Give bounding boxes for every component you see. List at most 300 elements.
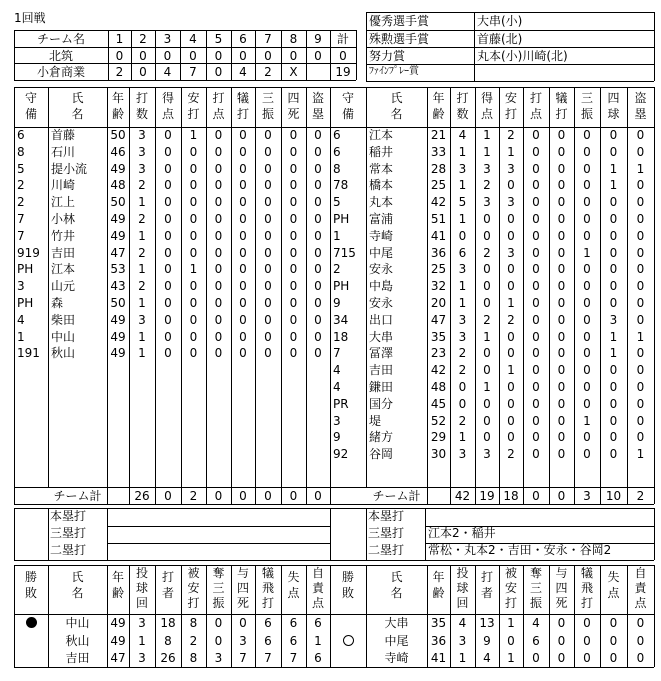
pitching-cell-left: 6 xyxy=(289,616,298,630)
win-mark-icon xyxy=(26,617,37,628)
pitching-cell-right: 6 xyxy=(532,633,540,648)
batting-cell-right: 2 xyxy=(507,312,515,327)
batting-cell-right: 0 xyxy=(507,228,515,243)
extra-hit-label-left: 二塁打 xyxy=(50,543,87,557)
batting-header-left: 名 xyxy=(71,107,84,121)
batting-cell-right: 0 xyxy=(483,212,491,226)
linescore-score: 0 xyxy=(189,49,197,63)
batting-header-right: 点 xyxy=(529,107,542,121)
pitcher-name-right: 寺崎 xyxy=(384,651,409,665)
batting-cell-right: 3 xyxy=(609,312,618,327)
batting-cell-right: 0 xyxy=(583,195,591,210)
batting-cell-left: 0 xyxy=(264,312,272,327)
batting-cell-left: 0 xyxy=(289,312,298,327)
batting-cell-right: 4 xyxy=(458,128,467,142)
pitching-cell-right: 0 xyxy=(609,633,618,648)
rule xyxy=(14,63,356,64)
batting-cell-left: 0 xyxy=(289,128,298,142)
batting-cell-right: 1 xyxy=(458,212,467,226)
linescore-score: 0 xyxy=(163,49,172,63)
pitcher-name-left: 中山 xyxy=(65,616,90,630)
linescore-score: 0 xyxy=(214,65,223,79)
batting-cell-left: 秋山 xyxy=(51,346,76,361)
pitching-header-right: 名 xyxy=(390,586,403,600)
batting-cell-right: 谷岡 xyxy=(369,447,394,462)
team-total-right: 2 xyxy=(636,489,645,503)
batting-cell-right: 92 xyxy=(333,447,349,462)
batting-cell-left: 0 xyxy=(264,228,272,243)
team-total-right: 0 xyxy=(557,489,566,503)
rule xyxy=(366,47,654,48)
batting-cell-left: 3 xyxy=(138,144,146,159)
batting-cell-left: 191 xyxy=(17,346,40,361)
batting-cell-left: 0 xyxy=(314,312,322,327)
batting-cell-left: 0 xyxy=(214,262,223,277)
linescore-inning-8: 8 xyxy=(289,32,298,46)
pitching-header-left: 点 xyxy=(287,586,300,600)
pitching-cell-left: 2 xyxy=(189,633,198,648)
pitching-cell-left: 0 xyxy=(239,616,247,630)
rule xyxy=(574,487,575,504)
batting-header-left: 点 xyxy=(161,107,174,121)
batting-cell-left: 0 xyxy=(264,245,272,260)
batting-cell-right: 1 xyxy=(609,161,618,176)
rule xyxy=(654,12,655,81)
batting-cell-right: 寺崎 xyxy=(369,228,394,243)
batting-cell-right: 1 xyxy=(458,279,467,294)
pitching-header-right: 回 xyxy=(456,596,469,610)
batting-cell-right: 1 xyxy=(507,296,515,310)
pitching-header-left: 責 xyxy=(311,581,324,595)
pitching-cell-left: 8 xyxy=(164,633,172,648)
batting-cell-left: 0 xyxy=(289,245,298,260)
batting-cell-right: 78 xyxy=(333,178,349,193)
batting-cell-right: 0 xyxy=(483,296,491,310)
linescore-score: 4 xyxy=(163,65,172,79)
pitching-header-left: 死 xyxy=(236,596,249,610)
batting-cell-right: 橋本 xyxy=(369,178,394,193)
pitching-header-right: 安 xyxy=(504,581,517,595)
batting-header-right: 打 xyxy=(529,91,542,105)
pitching-header-left: 四 xyxy=(236,581,249,595)
pitching-cell-right: 13 xyxy=(479,616,495,630)
pitching-header-right: 打 xyxy=(480,570,493,584)
batting-cell-right: 堤 xyxy=(369,413,382,428)
batting-cell-left: 森 xyxy=(51,296,64,310)
batting-cell-left: 5 xyxy=(17,161,25,176)
batting-cell-left: 0 xyxy=(264,262,272,277)
batting-header-left: 数 xyxy=(135,107,148,121)
pitching-cell-right: 1 xyxy=(507,651,515,665)
pitching-header-left: 打 xyxy=(161,570,174,584)
rule xyxy=(14,667,654,668)
batting-cell-left: 0 xyxy=(239,161,247,176)
batting-cell-left: 0 xyxy=(214,312,223,327)
batting-cell-left: 0 xyxy=(189,312,198,327)
linescore-score: 0 xyxy=(289,49,298,63)
batting-cell-right: 稲井 xyxy=(369,144,394,159)
batting-cell-right: 51 xyxy=(430,212,447,226)
batting-cell-left: 919 xyxy=(17,245,40,260)
batting-cell-left: 0 xyxy=(239,329,247,344)
pitching-cell-left: 6 xyxy=(264,633,272,648)
batting-cell-left: 0 xyxy=(239,245,247,260)
rule xyxy=(255,487,256,504)
batting-cell-right: 3 xyxy=(483,161,491,176)
batting-cell-left: 49 xyxy=(110,312,126,327)
batting-cell-left: 0 xyxy=(189,195,198,210)
award-label: 優秀選手賞 xyxy=(369,14,430,28)
batting-cell-right: 8 xyxy=(333,161,341,176)
pitching-header-left: 名 xyxy=(71,586,84,600)
batting-cell-left: 0 xyxy=(289,296,298,310)
pitching-header-left: 点 xyxy=(311,596,324,610)
team-total-right: 42 xyxy=(454,489,471,503)
batting-cell-right: 0 xyxy=(532,262,540,277)
batting-cell-right: 0 xyxy=(532,329,540,344)
pitching-cell-right: 0 xyxy=(583,651,591,665)
batting-cell-right: 0 xyxy=(609,144,618,159)
batting-cell-right: 0 xyxy=(557,363,566,378)
batting-cell-right: 吉田 xyxy=(369,363,394,378)
batting-cell-right: 0 xyxy=(458,380,467,394)
batting-header-right: 打 xyxy=(456,91,469,105)
batting-cell-right: 0 xyxy=(507,413,515,428)
pitching-header-right: 投 xyxy=(456,566,469,580)
batting-cell-right: 25 xyxy=(430,262,447,277)
batting-cell-right: 1 xyxy=(636,329,645,344)
batting-cell-right: 0 xyxy=(557,245,566,260)
batting-cell-left: 0 xyxy=(239,212,247,226)
linescore-header-total: 計 xyxy=(336,32,349,46)
batting-cell-left: 0 xyxy=(164,195,172,210)
batting-cell-left: 48 xyxy=(110,178,126,193)
pitching-header-left: 齢 xyxy=(111,586,124,600)
pitching-cell-left: 18 xyxy=(160,616,176,630)
pitching-header-left: 敗 xyxy=(24,586,37,600)
pitching-header-left: 球 xyxy=(135,581,148,595)
batting-cell-left: 0 xyxy=(214,245,223,260)
linescore-total: 0 xyxy=(339,49,347,63)
pitching-cell-right: 0 xyxy=(636,616,645,630)
rule xyxy=(155,487,156,504)
pitching-cell-left: 0 xyxy=(214,633,223,648)
batting-cell-left: 2 xyxy=(138,279,146,294)
batting-cell-right: 富浦 xyxy=(369,212,394,226)
pitching-header-left: 飛 xyxy=(261,581,274,595)
batting-cell-right: 47 xyxy=(430,312,447,327)
batting-cell-right: 5 xyxy=(333,195,341,210)
linescore-inning-9: 9 xyxy=(314,32,322,46)
linescore-inning-7: 7 xyxy=(264,32,272,46)
batting-cell-left: 1 xyxy=(138,262,146,277)
batting-cell-left: 0 xyxy=(164,329,172,344)
batting-header-left: 齢 xyxy=(111,107,124,121)
batting-header-left: 備 xyxy=(24,107,37,121)
batting-header-left: 点 xyxy=(212,107,225,121)
rule xyxy=(107,526,330,527)
batting-cell-right: 2 xyxy=(483,245,491,260)
pitching-cell-right: 4 xyxy=(458,616,467,630)
batting-cell-right: 28 xyxy=(430,161,447,176)
batting-cell-right: 大串 xyxy=(369,329,394,344)
batting-cell-right: 1 xyxy=(583,413,591,428)
linescore-score: 4 xyxy=(239,65,247,79)
batting-cell-left: 0 xyxy=(164,262,172,277)
batting-cell-left: 0 xyxy=(239,346,247,361)
batting-cell-left: 53 xyxy=(110,262,126,277)
batting-cell-left: 0 xyxy=(164,245,172,260)
rule xyxy=(356,30,357,80)
batting-cell-right: 1 xyxy=(636,447,645,462)
team-total-left: 26 xyxy=(134,489,150,503)
pitching-header-right: 四 xyxy=(555,581,568,595)
pitching-header-right: 自 xyxy=(634,566,647,580)
batting-cell-left: 江本 xyxy=(51,262,76,277)
batting-cell-left: 0 xyxy=(314,178,322,193)
linescore-score: 2 xyxy=(115,65,124,79)
batting-cell-right: 0 xyxy=(532,396,540,411)
batting-cell-right: 0 xyxy=(609,363,618,378)
pitching-header-left: 者 xyxy=(161,586,174,600)
pitching-header-right: 奪 xyxy=(529,566,542,580)
batting-cell-right: 2 xyxy=(507,128,515,142)
batting-cell-left: 0 xyxy=(264,279,272,294)
rule xyxy=(499,487,500,504)
batting-cell-right: 0 xyxy=(507,346,515,361)
batting-cell-left: 0 xyxy=(314,279,322,294)
rule xyxy=(181,487,182,504)
batting-cell-left: 0 xyxy=(289,212,298,226)
batting-header-left: 打 xyxy=(135,91,148,105)
batting-cell-right: 0 xyxy=(557,279,566,294)
batting-cell-left: 0 xyxy=(314,195,322,210)
rule xyxy=(306,487,307,504)
batting-cell-right: 3 xyxy=(458,329,467,344)
award-value: 首藤(北) xyxy=(477,32,523,46)
batting-header-right: 安 xyxy=(504,91,517,105)
batting-cell-left: 7 xyxy=(17,228,25,243)
batting-cell-right: 0 xyxy=(609,380,618,394)
batting-cell-right: 36 xyxy=(430,245,447,260)
batting-header-left: 振 xyxy=(261,107,274,121)
linescore-score: 7 xyxy=(189,65,197,79)
batting-cell-right: 0 xyxy=(557,195,566,210)
extra-hit-label-left: 本塁打 xyxy=(50,509,87,523)
batting-cell-right: 江本 xyxy=(369,128,394,142)
batting-cell-right: 0 xyxy=(532,161,540,176)
batting-cell-left: 0 xyxy=(314,346,322,361)
rule xyxy=(231,487,232,504)
pitching-header-left: 氏 xyxy=(71,570,84,584)
batting-cell-right: 1 xyxy=(609,329,618,344)
batting-cell-right: 1 xyxy=(483,329,491,344)
batting-cell-left: 2 xyxy=(17,195,25,210)
batting-cell-left: 0 xyxy=(189,245,198,260)
batting-cell-right: 0 xyxy=(532,195,540,210)
batting-cell-right: 0 xyxy=(532,380,540,394)
batting-cell-right: 20 xyxy=(430,296,447,310)
batting-cell-right: 0 xyxy=(483,262,491,277)
batting-cell-right: 1 xyxy=(636,161,645,176)
loss-mark-icon xyxy=(343,635,354,646)
batting-header-right: 備 xyxy=(341,107,354,121)
batting-cell-right: 9 xyxy=(333,296,341,310)
team-total-right: 19 xyxy=(479,489,495,503)
batting-cell-right: PH xyxy=(333,212,350,226)
batting-cell-right: 1 xyxy=(609,346,618,361)
rule xyxy=(14,87,654,88)
pitching-header-left: 安 xyxy=(187,581,200,595)
pitching-cell-left: 49 xyxy=(110,616,126,630)
batting-cell-right: 42 xyxy=(430,195,447,210)
batting-cell-right: 0 xyxy=(636,212,645,226)
rule xyxy=(366,12,654,13)
batting-cell-left: 0 xyxy=(314,262,322,277)
batting-cell-right: 0 xyxy=(557,262,566,277)
batting-cell-left: 50 xyxy=(110,128,126,142)
pitching-cell-left: 6 xyxy=(314,616,322,630)
batting-cell-right: PH xyxy=(333,279,350,294)
batting-cell-right: 21 xyxy=(430,128,447,142)
batting-cell-right: 0 xyxy=(507,212,515,226)
batting-cell-right: 34 xyxy=(333,312,349,327)
batting-cell-right: 0 xyxy=(483,413,491,428)
batting-header-right: 三 xyxy=(580,91,593,105)
batting-cell-left: 0 xyxy=(289,144,298,159)
pitching-header-left: 三 xyxy=(212,581,225,595)
batting-header-right: 打 xyxy=(504,107,517,121)
batting-cell-right: 0 xyxy=(583,396,591,411)
batting-cell-left: 0 xyxy=(289,228,298,243)
batting-cell-left: 49 xyxy=(110,212,126,226)
batting-cell-left: 0 xyxy=(214,329,223,344)
batting-header-right: 球 xyxy=(607,107,620,121)
batting-cell-right: 出口 xyxy=(369,312,394,327)
batting-cell-right: 安永 xyxy=(369,296,394,310)
batting-cell-right: 3 xyxy=(483,195,491,210)
batting-cell-right: 1 xyxy=(458,178,467,193)
batting-cell-right: 0 xyxy=(483,396,491,411)
pitching-header-right: 者 xyxy=(480,586,493,600)
batting-cell-left: 柴田 xyxy=(51,312,76,327)
batting-header-left: 得 xyxy=(161,91,174,105)
batting-cell-left: 0 xyxy=(164,178,172,193)
pitcher-name-left: 吉田 xyxy=(65,651,90,665)
batting-cell-left: 50 xyxy=(110,296,126,310)
batting-cell-left: 0 xyxy=(239,296,247,310)
batting-cell-right: 48 xyxy=(430,380,447,394)
batting-header-left: 三 xyxy=(261,91,274,105)
batting-cell-left: 0 xyxy=(164,144,172,159)
batting-cell-left: 49 xyxy=(110,161,126,176)
batting-cell-right: 0 xyxy=(583,447,591,462)
extra-hit-value-right: 江本2・稲井 xyxy=(428,526,496,540)
pitching-cell-right: 4 xyxy=(483,651,491,665)
pitching-cell-right: 0 xyxy=(609,651,618,665)
batting-cell-right: 25 xyxy=(430,178,447,193)
batting-cell-right: 0 xyxy=(636,128,645,142)
batting-cell-left: 0 xyxy=(264,144,272,159)
batting-cell-left: 0 xyxy=(289,178,298,193)
linescore-score: 0 xyxy=(139,65,147,79)
batting-cell-right: 0 xyxy=(583,128,591,142)
batting-cell-left: 2 xyxy=(138,178,146,193)
batting-cell-right: 0 xyxy=(557,413,566,428)
batting-cell-right: 3 xyxy=(483,447,491,462)
pitching-cell-right: 0 xyxy=(609,616,618,630)
pitching-header-left: 失 xyxy=(287,570,300,584)
pitching-header-left: 勝 xyxy=(24,570,37,584)
batting-cell-right: 鎌田 xyxy=(369,380,394,394)
batting-cell-right: 0 xyxy=(636,346,645,361)
batting-cell-left: 7 xyxy=(17,212,25,226)
batting-cell-left: 0 xyxy=(289,279,298,294)
pitching-header-right: 打 xyxy=(504,596,517,610)
batting-cell-left: 吉田 xyxy=(51,245,76,260)
pitching-header-right: 勝 xyxy=(341,570,354,584)
batting-cell-left: 0 xyxy=(239,128,247,142)
batting-header-right: 塁 xyxy=(634,107,647,121)
batting-cell-left: 首藤 xyxy=(51,128,76,142)
batting-cell-left: 1 xyxy=(189,262,198,277)
linescore-inning-5: 5 xyxy=(214,32,223,46)
batting-cell-right: 0 xyxy=(636,262,645,277)
rule xyxy=(366,508,367,560)
batting-cell-right: 0 xyxy=(583,279,591,294)
pitcher-name-right: 大串 xyxy=(384,616,409,630)
batting-cell-right: 0 xyxy=(557,228,566,243)
pitching-cell-right: 41 xyxy=(430,651,447,665)
batting-cell-right: 2 xyxy=(333,262,341,277)
rule xyxy=(427,487,428,504)
batting-cell-right: 0 xyxy=(609,212,618,226)
team-total-left: 0 xyxy=(289,489,298,503)
batting-cell-right: 0 xyxy=(583,346,591,361)
batting-cell-right: 0 xyxy=(609,413,618,428)
batting-cell-left: 3 xyxy=(138,161,146,176)
batting-cell-right: 3 xyxy=(458,447,467,462)
batting-cell-right: 常本 xyxy=(369,161,394,176)
batting-cell-left: 0 xyxy=(314,245,322,260)
team-total-right: 10 xyxy=(605,489,622,503)
batting-cell-right: 3 xyxy=(507,195,515,210)
batting-cell-right: 0 xyxy=(532,363,540,378)
batting-cell-left: 1 xyxy=(138,228,146,243)
batting-cell-right: 0 xyxy=(507,262,515,277)
batting-header-left: 死 xyxy=(287,107,300,121)
linescore-team-name: 小倉商業 xyxy=(36,65,85,79)
batting-cell-right: 4 xyxy=(333,363,341,378)
batting-cell-left: 0 xyxy=(164,228,172,243)
batting-cell-left: 0 xyxy=(314,228,322,243)
pitcher-name-right: 中尾 xyxy=(384,633,409,648)
rule xyxy=(107,508,108,560)
team-total-left: 0 xyxy=(239,489,247,503)
batting-cell-left: 0 xyxy=(214,161,223,176)
batting-cell-left: 石川 xyxy=(51,144,76,159)
batting-cell-left: 0 xyxy=(214,279,223,294)
batting-header-left: 安 xyxy=(187,91,200,105)
batting-cell-right: 0 xyxy=(609,396,618,411)
batting-header-left: 打 xyxy=(236,107,249,121)
rule xyxy=(627,487,628,504)
batting-cell-left: 0 xyxy=(239,279,247,294)
batting-cell-left: 0 xyxy=(239,144,247,159)
batting-cell-left: 川崎 xyxy=(51,178,76,193)
team-total-left: 0 xyxy=(314,489,322,503)
batting-cell-left: 0 xyxy=(214,128,223,142)
